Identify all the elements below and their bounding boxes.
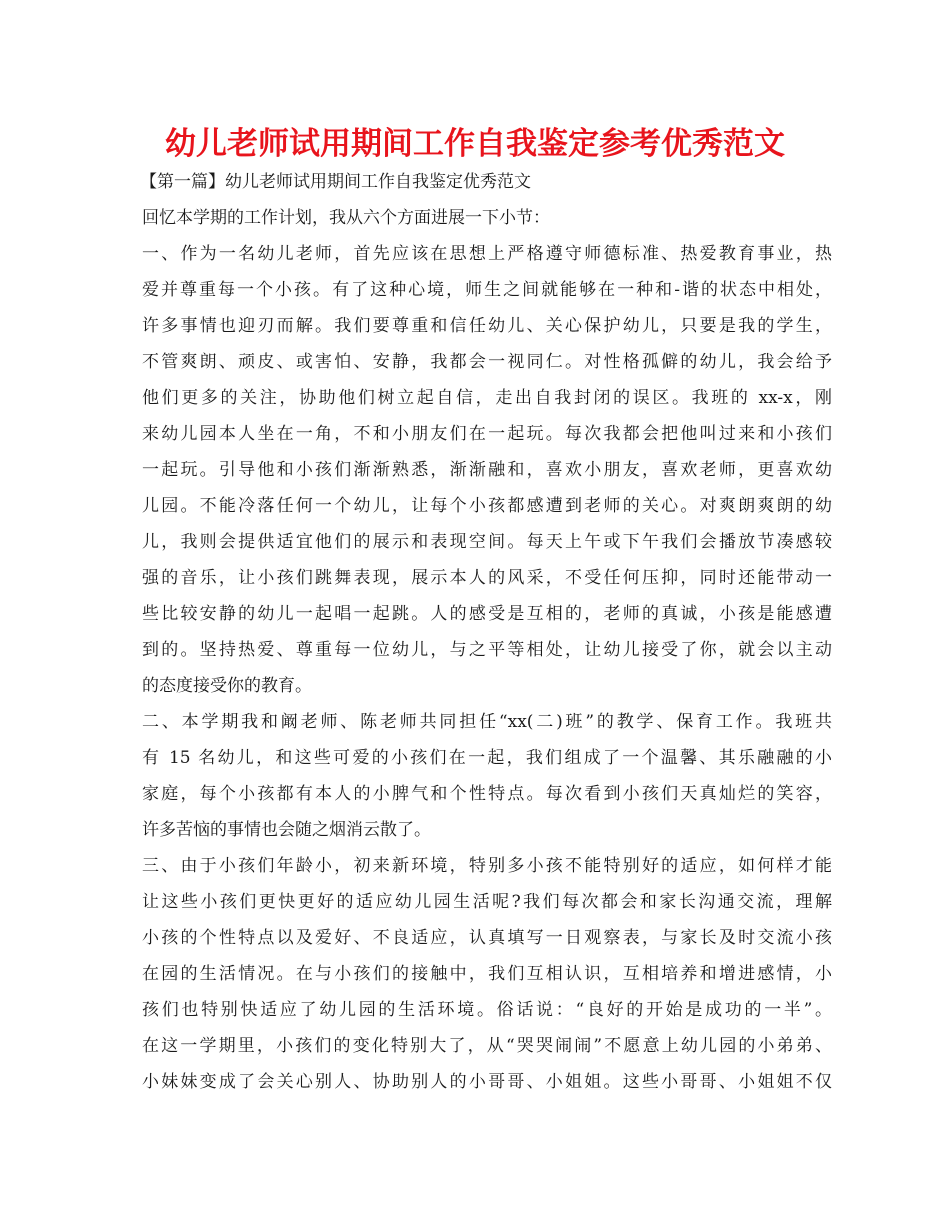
paragraph-line: 小妹妹变成了会关心别人、协助别人的小哥哥、小姐姐。这些小哥哥、小姐姐不仅 bbox=[142, 1072, 832, 1092]
paragraph-line: 在园的生活情况。在与小孩们的接触中，我们互相认识，互相培养和增进感情，小 bbox=[142, 964, 832, 984]
paragraph-line: 小孩的个性特点以及爱好、不良适应，认真填写一日观察表，与家长及时交流小孩 bbox=[142, 928, 832, 948]
paragraph-line: 二、本学期我和阚老师、陈老师共同担任“xx(二)班”的教学、保育工作。我班共 bbox=[142, 712, 832, 732]
paragraph-line: 许多事情也迎刃而解。我们要尊重和信任幼儿、关心保护幼儿，只要是我的学生， bbox=[142, 316, 832, 336]
paragraph-line: 些比较安静的幼儿一起唱一起跳。人的感受是互相的，老师的真诚，小孩是能感遭 bbox=[142, 604, 832, 624]
paragraph-line: 到的。坚持热爱、尊重每一位幼儿，与之平等相处，让幼儿接受了你，就会以主动 bbox=[142, 640, 832, 660]
paragraph-line: 有 15 名幼儿，和这些可爱的小孩们在一起，我们组成了一个温馨、其乐融融的小 bbox=[142, 748, 832, 768]
paragraph-line: 回忆本学期的工作计划，我从六个方面进展一下小节： bbox=[142, 208, 550, 228]
document-body bbox=[142, 164, 832, 1100]
paragraph-line: 他们更多的关注，协助他们树立起自信，走出自我封闭的误区。我班的 xx-x，刚 bbox=[142, 388, 832, 408]
paragraph-line: 一起玩。引导他和小孩们渐渐熟悉，渐渐融和，喜欢小朋友，喜欢老师，更喜欢幼 bbox=[142, 460, 832, 480]
document-title: 幼儿老师试用期间工作自我鉴定参考优秀范文 bbox=[165, 126, 785, 162]
paragraph-line: 许多苦恼的事情也会随之烟消云散了。 bbox=[142, 820, 431, 840]
paragraph-line: 孩们也特别快适应了幼儿园的生活环境。俗话说：“良好的开始是成功的一半”。 bbox=[142, 1000, 832, 1020]
paragraph-line: 不管爽朗、顽皮、或害怕、安静，我都会一视同仁。对性格孤僻的幼儿，我会给予 bbox=[142, 352, 832, 372]
paragraph-line: 来幼儿园本人坐在一角，不和小朋友们在一起玩。每次我都会把他叫过来和小孩们 bbox=[142, 424, 832, 444]
paragraph-line: 家庭，每个小孩都有本人的小脾气和个性特点。每次看到小孩们天真灿烂的笑容， bbox=[142, 784, 832, 804]
paragraph-line: 在这一学期里，小孩们的变化特别大了，从“哭哭闹闹”不愿意上幼儿园的小弟弟、 bbox=[142, 1036, 832, 1056]
section-heading: 【第一篇】幼儿老师试用期间工作自我鉴定优秀范文 bbox=[140, 172, 531, 192]
paragraph-line: 儿，我则会提供适宜他们的展示和表现空间。每天上午或下午我们会播放节凑感较 bbox=[142, 532, 832, 552]
paragraph-line: 一、作为一名幼儿老师，首先应该在思想上严格遵守师德标准、热爱教育事业，热 bbox=[142, 244, 832, 264]
paragraph-line: 爱并尊重每一个小孩。有了这种心境，师生之间就能够在一种和-谐的状态中相处， bbox=[142, 280, 832, 300]
paragraph-line: 的态度接受你的教育。 bbox=[142, 676, 312, 696]
paragraph-line: 三、由于小孩们年龄小，初来新环境，特别多小孩不能特别好的适应，如何样才能 bbox=[142, 856, 832, 876]
paragraph-line: 让这些小孩们更快更好的适应幼儿园生活呢?我们每次都会和家长沟通交流，理解 bbox=[142, 892, 832, 912]
paragraph-line: 强的音乐，让小孩们跳舞表现，展示本人的风采，不受任何压抑，同时还能带动一 bbox=[142, 568, 832, 588]
paragraph-line: 儿园。不能冷落任何一个幼儿，让每个小孩都感遭到老师的关心。对爽朗爽朗的幼 bbox=[142, 496, 832, 516]
